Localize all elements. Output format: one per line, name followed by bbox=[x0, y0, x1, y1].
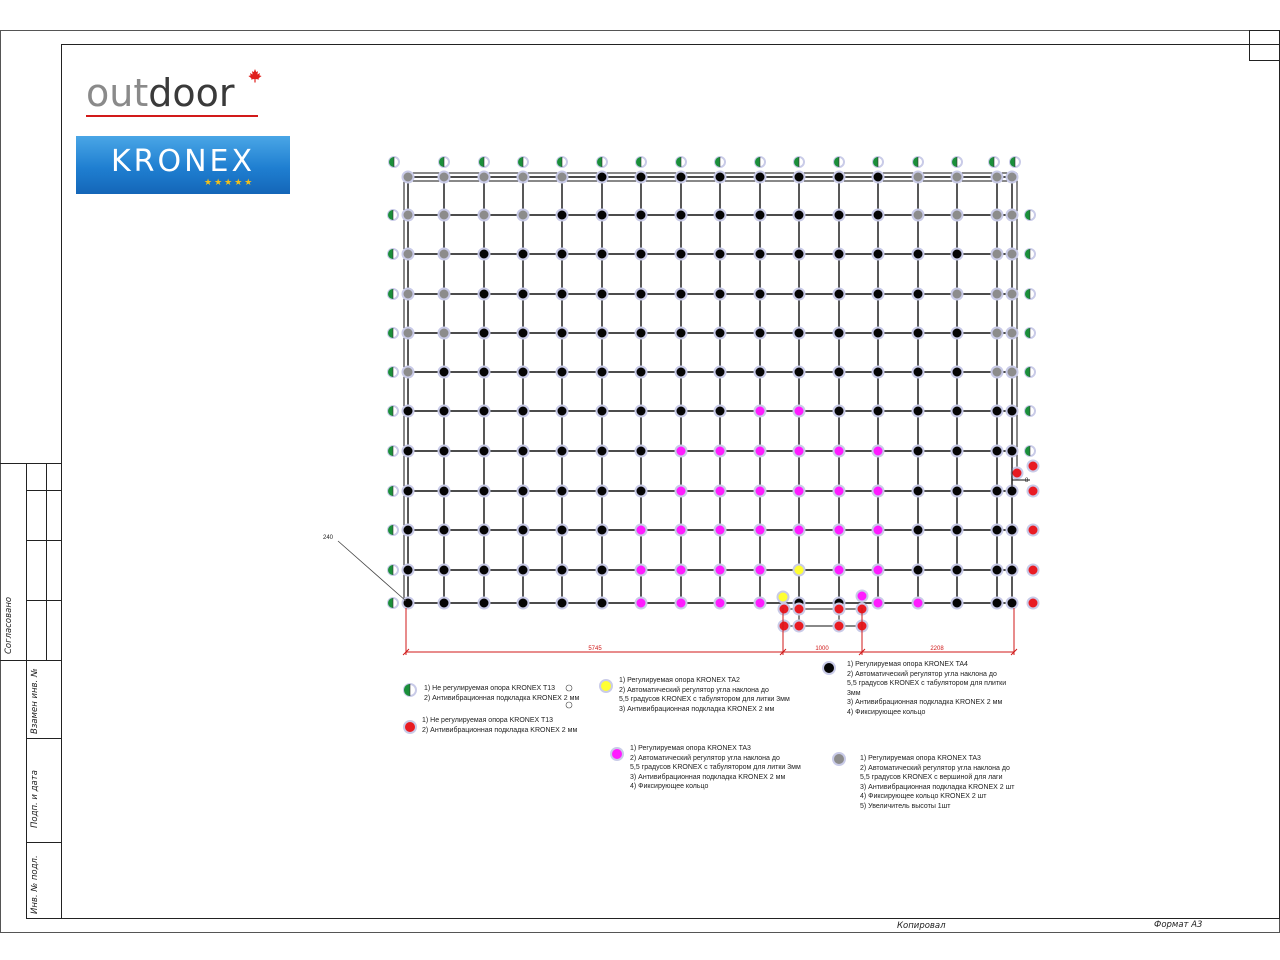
label-format: Формат А3 bbox=[1154, 920, 1203, 930]
support-ta3 bbox=[794, 486, 805, 497]
support-ta3 bbox=[715, 446, 726, 457]
legend-line: 1) Регулируемая опора KRONEX TA3 bbox=[630, 745, 751, 752]
support-ta4 bbox=[557, 598, 568, 609]
support-ta4 bbox=[439, 525, 450, 536]
support-ta4 bbox=[755, 249, 766, 260]
corner-mark-label: 8 bbox=[1025, 478, 1029, 484]
support-ta4 bbox=[834, 328, 845, 339]
legend-line: 5,5 градусов KRONEX с вершиной для лаги bbox=[860, 774, 1003, 782]
support-t13-red bbox=[779, 604, 790, 615]
legend-line: 2) Автоматический регулятор угла наклона до bbox=[619, 686, 769, 694]
support-ta4 bbox=[557, 289, 568, 300]
support-ta3-gray bbox=[479, 210, 490, 221]
support-ta3-gray bbox=[992, 289, 1003, 300]
support-ta4 bbox=[557, 367, 568, 378]
support-ta3 bbox=[834, 525, 845, 536]
support-ta3 bbox=[873, 565, 884, 576]
support-ta4 bbox=[676, 289, 687, 300]
support-t13-red bbox=[1028, 461, 1039, 472]
support-ta3 bbox=[715, 598, 726, 609]
maple-leaf-icon bbox=[247, 68, 263, 84]
support-ta4 bbox=[873, 406, 884, 417]
kronex-logo-stars: ★★★★★ bbox=[204, 177, 255, 187]
support-ta4 bbox=[597, 367, 608, 378]
legend-item-ta4-black bbox=[847, 660, 1006, 718]
support-ta3 bbox=[873, 598, 884, 609]
legend-line: 2) Автоматический регулятор угла наклона до bbox=[630, 754, 780, 762]
support-ta3-gray bbox=[1007, 210, 1018, 221]
support-ta3-gray bbox=[1007, 367, 1018, 378]
support-ta4 bbox=[557, 525, 568, 536]
callout-label: 240 bbox=[323, 535, 334, 541]
support-ta4 bbox=[479, 249, 490, 260]
support-ta4 bbox=[834, 172, 845, 183]
support-ta4 bbox=[952, 525, 963, 536]
support-ta3-gray bbox=[1007, 172, 1018, 183]
support-ta3-gray bbox=[403, 367, 414, 378]
support-ta3 bbox=[857, 591, 868, 602]
legend-line: 5) Увеличитель высоты 1шт bbox=[860, 802, 951, 810]
support-ta4 bbox=[913, 486, 924, 497]
support-ta3 bbox=[755, 446, 766, 457]
support-t13-red bbox=[1028, 598, 1039, 609]
label-vzamen-inv: Взамен инв. № bbox=[30, 668, 40, 734]
dimension-label: 2208 bbox=[930, 646, 944, 652]
support-ta3 bbox=[755, 486, 766, 497]
support-ta3-gray bbox=[439, 328, 450, 339]
support-ta4 bbox=[715, 172, 726, 183]
support-ta4 bbox=[873, 249, 884, 260]
support-t13-red bbox=[779, 621, 790, 632]
support-ta4 bbox=[952, 446, 963, 457]
support-ta4 bbox=[715, 210, 726, 221]
support-ta3 bbox=[676, 598, 687, 609]
support-ta4 bbox=[794, 289, 805, 300]
support-ta3-gray bbox=[913, 172, 924, 183]
support-ta4 bbox=[403, 565, 414, 576]
support-ta4 bbox=[676, 367, 687, 378]
support-ta4 bbox=[479, 486, 490, 497]
support-ta4 bbox=[715, 328, 726, 339]
support-ta4 bbox=[597, 289, 608, 300]
support-ta2 bbox=[778, 592, 789, 603]
dimension-label: 1000 bbox=[815, 646, 829, 652]
support-ta4 bbox=[1007, 406, 1018, 417]
support-ta4 bbox=[557, 486, 568, 497]
support-ta4 bbox=[518, 565, 529, 576]
support-ta3-gray bbox=[992, 367, 1003, 378]
support-ta3-gray bbox=[403, 289, 414, 300]
support-ta4 bbox=[636, 249, 647, 260]
support-ta4 bbox=[636, 289, 647, 300]
support-t13-red bbox=[794, 604, 805, 615]
support-ta4 bbox=[518, 525, 529, 536]
label-podp-data: Подп. и дата bbox=[30, 770, 40, 828]
kronex-logo bbox=[76, 136, 290, 194]
support-ta4 bbox=[794, 210, 805, 221]
legend-line: 4) Фиксирующее кольцо bbox=[630, 783, 709, 791]
support-ta4 bbox=[992, 565, 1003, 576]
support-ta4 bbox=[636, 172, 647, 183]
support-ta3 bbox=[834, 446, 845, 457]
support-ta4 bbox=[913, 367, 924, 378]
support-ta4 bbox=[755, 289, 766, 300]
legend-line: 5,5 градусов KRONEX с табулятором для литки 3мм bbox=[630, 764, 801, 772]
support-ta4 bbox=[676, 172, 687, 183]
support-ta4 bbox=[952, 328, 963, 339]
support-ta4 bbox=[479, 289, 490, 300]
legend-item-t13-halfmoon bbox=[424, 684, 579, 703]
support-ta4 bbox=[597, 406, 608, 417]
legend-line: 1) Регулируемая опора KRONEX TA4 bbox=[847, 661, 968, 668]
support-layout-plan bbox=[323, 157, 1039, 655]
support-ta4 bbox=[794, 172, 805, 183]
support-ta3 bbox=[834, 565, 845, 576]
support-ta4 bbox=[992, 446, 1003, 457]
support-ta3 bbox=[676, 525, 687, 536]
support-ta4 bbox=[557, 446, 568, 457]
support-ta4 bbox=[597, 486, 608, 497]
legend-line: 4) Фиксирующее кольцо KRONEX 2 шт bbox=[860, 793, 987, 801]
support-ta3 bbox=[755, 565, 766, 576]
support-ta4 bbox=[676, 210, 687, 221]
support-ta4 bbox=[755, 172, 766, 183]
support-ta3-gray bbox=[439, 210, 450, 221]
support-ta3-gray bbox=[403, 328, 414, 339]
support-ta3 bbox=[873, 525, 884, 536]
legend-line: 3мм bbox=[847, 689, 861, 697]
support-ta3 bbox=[636, 565, 647, 576]
support-ta4 bbox=[403, 446, 414, 457]
legend-line: 3) Антивибрационная подкладка KRONEX 2 мм bbox=[847, 699, 1003, 707]
legend-line: 2) Антивибрационная подкладка KRONEX 2 мм bbox=[424, 694, 580, 702]
support-ta3 bbox=[676, 565, 687, 576]
legend-item-ta2-yellow bbox=[619, 676, 790, 714]
support-ta3 bbox=[794, 525, 805, 536]
support-ta4 bbox=[715, 367, 726, 378]
label-kopiroval: Копировал bbox=[897, 921, 946, 931]
support-ta3 bbox=[834, 486, 845, 497]
support-ta3 bbox=[794, 446, 805, 457]
support-ta4 bbox=[913, 289, 924, 300]
support-ta4 bbox=[676, 406, 687, 417]
support-ta4 bbox=[913, 525, 924, 536]
legend-line: 1) Регулируемая опора KRONEX TA2 bbox=[619, 677, 740, 684]
support-t13-red bbox=[1028, 565, 1039, 576]
support-ta4 bbox=[518, 289, 529, 300]
support-ta4 bbox=[403, 525, 414, 536]
support-ta4 bbox=[597, 172, 608, 183]
support-ta4 bbox=[834, 289, 845, 300]
support-ta4 bbox=[439, 406, 450, 417]
support-ta3 bbox=[755, 598, 766, 609]
support-ta4 bbox=[518, 598, 529, 609]
support-ta4 bbox=[794, 249, 805, 260]
support-ta4 bbox=[479, 406, 490, 417]
support-ta4 bbox=[715, 289, 726, 300]
support-ta4 bbox=[834, 367, 845, 378]
corner-box bbox=[1250, 31, 1280, 61]
legend-line: 2) Автоматический регулятор угла наклона до bbox=[847, 670, 997, 678]
support-ta4 bbox=[636, 328, 647, 339]
support-ta4 bbox=[755, 367, 766, 378]
support-ta3 bbox=[636, 525, 647, 536]
support-ta4 bbox=[439, 446, 450, 457]
legend-line: 5,5 градусов KRONEX с табулятором для литки 3мм bbox=[619, 696, 790, 704]
support-ta4 bbox=[834, 249, 845, 260]
support-ta4 bbox=[834, 406, 845, 417]
support-ta3 bbox=[715, 565, 726, 576]
support-ta3 bbox=[676, 486, 687, 497]
legend-item-t13-red bbox=[422, 716, 577, 735]
legend-line: 3) Антивибрационная подкладка KRONEX 2 мм bbox=[619, 705, 775, 713]
support-ta3-gray bbox=[992, 328, 1003, 339]
label-soglasovano: Согласовано bbox=[4, 596, 14, 654]
support-ta4 bbox=[1007, 565, 1018, 576]
support-ta4 bbox=[992, 525, 1003, 536]
support-ta4 bbox=[636, 406, 647, 417]
support-t13-red bbox=[834, 621, 845, 632]
support-ta3 bbox=[715, 525, 726, 536]
support-ta4 bbox=[479, 598, 490, 609]
support-ta3-gray bbox=[913, 210, 924, 221]
support-ta4 bbox=[479, 525, 490, 536]
support-ta4 bbox=[913, 249, 924, 260]
support-ta4 bbox=[636, 367, 647, 378]
legend-line: 1) Регулируемая опора KRONEX TA3 bbox=[860, 755, 981, 762]
support-ta4 bbox=[992, 406, 1003, 417]
support-ta3-gray bbox=[439, 249, 450, 260]
support-ta4 bbox=[597, 525, 608, 536]
legend-line: 2) Автоматический регулятор угла наклона до bbox=[860, 764, 1010, 772]
support-ta2 bbox=[794, 565, 805, 576]
support-ta4 bbox=[873, 289, 884, 300]
support-ta3-gray bbox=[518, 172, 529, 183]
support-ta4 bbox=[439, 486, 450, 497]
support-ta4 bbox=[676, 328, 687, 339]
support-ta4 bbox=[636, 446, 647, 457]
support-t13-red bbox=[834, 604, 845, 615]
label-inv-podl: Инв. № подл. bbox=[30, 855, 40, 914]
support-ta4 bbox=[597, 249, 608, 260]
support-ta4 bbox=[597, 328, 608, 339]
legend-line: 1) Не регулируемая опора KRONEX T13 bbox=[424, 685, 556, 692]
support-ta4 bbox=[597, 446, 608, 457]
support-ta3 bbox=[913, 598, 924, 609]
support-ta4 bbox=[479, 367, 490, 378]
legend-line: 3) Антивибрационная подкладка KRONEX 2 мм bbox=[630, 773, 786, 781]
legend-line: 2) Антивибрационная подкладка KRONEX 2 мм bbox=[422, 726, 578, 734]
support-ta4 bbox=[1007, 446, 1018, 457]
outdoor-logo-underline bbox=[86, 115, 258, 117]
support-ta4 bbox=[518, 249, 529, 260]
legend-line: 1) Не регулируемая опора KRONEX T13 bbox=[422, 717, 554, 724]
support-ta4 bbox=[952, 367, 963, 378]
support-ta3-gray bbox=[1007, 289, 1018, 300]
support-ta3-gray bbox=[992, 249, 1003, 260]
support-ta4 bbox=[952, 486, 963, 497]
support-ta4 bbox=[479, 565, 490, 576]
support-ta4 bbox=[1007, 598, 1018, 609]
support-ta4 bbox=[597, 598, 608, 609]
support-ta3-gray bbox=[403, 172, 414, 183]
support-t13-red bbox=[794, 621, 805, 632]
support-ta3 bbox=[715, 486, 726, 497]
support-ta4 bbox=[794, 328, 805, 339]
support-ta4 bbox=[873, 210, 884, 221]
support-ta4 bbox=[518, 328, 529, 339]
support-ta4 bbox=[873, 328, 884, 339]
support-ta4 bbox=[952, 565, 963, 576]
support-ta4 bbox=[557, 210, 568, 221]
support-ta4 bbox=[439, 565, 450, 576]
support-ta3 bbox=[755, 406, 766, 417]
kronex-logo-text: KRONEX bbox=[110, 144, 256, 179]
support-ta3 bbox=[873, 446, 884, 457]
support-ta3-gray bbox=[479, 172, 490, 183]
support-ta3-gray bbox=[557, 172, 568, 183]
support-ta4 bbox=[518, 486, 529, 497]
support-t13-red bbox=[1012, 468, 1023, 479]
legend-item-ta3-magenta bbox=[630, 744, 801, 792]
support-ta4 bbox=[636, 486, 647, 497]
support-ta4 bbox=[1007, 525, 1018, 536]
support-ta4 bbox=[403, 486, 414, 497]
support-ta3-gray bbox=[439, 289, 450, 300]
support-ta3-gray bbox=[439, 172, 450, 183]
support-t13-red bbox=[1028, 525, 1039, 536]
legend-line: 5,5 градусов KRONEX с табулятором для плитки bbox=[847, 680, 1007, 688]
support-ta4 bbox=[597, 565, 608, 576]
support-ta4 bbox=[676, 249, 687, 260]
support-ta4 bbox=[755, 210, 766, 221]
support-ta4 bbox=[952, 249, 963, 260]
support-ta4 bbox=[557, 249, 568, 260]
support-ta4 bbox=[794, 367, 805, 378]
support-ta4 bbox=[913, 565, 924, 576]
support-ta3 bbox=[755, 525, 766, 536]
support-ta3-gray bbox=[1007, 328, 1018, 339]
support-ta4 bbox=[557, 406, 568, 417]
support-ta3-gray bbox=[952, 172, 963, 183]
support-ta3 bbox=[636, 598, 647, 609]
outdoor-logo bbox=[86, 71, 235, 115]
support-ta4 bbox=[518, 406, 529, 417]
support-ta3-gray bbox=[1007, 249, 1018, 260]
support-ta3-gray bbox=[952, 289, 963, 300]
support-ta4 bbox=[913, 328, 924, 339]
support-ta3-gray bbox=[992, 210, 1003, 221]
support-ta4 bbox=[403, 406, 414, 417]
support-ta4 bbox=[992, 598, 1003, 609]
support-ta4 bbox=[715, 406, 726, 417]
support-ta4 bbox=[439, 598, 450, 609]
support-ta4 bbox=[636, 210, 647, 221]
support-ta4 bbox=[834, 210, 845, 221]
support-ta3 bbox=[794, 406, 805, 417]
outdoor-logo-part2: door bbox=[148, 71, 235, 115]
support-ta4 bbox=[479, 446, 490, 457]
legend-item-ta3-gray bbox=[860, 754, 1014, 812]
support-t13-red bbox=[1028, 486, 1039, 497]
outdoor-logo-part1: out bbox=[86, 71, 149, 115]
support-ta4 bbox=[873, 367, 884, 378]
support-ta4 bbox=[952, 406, 963, 417]
legend-line: 4) Фиксирующее кольцо bbox=[847, 708, 926, 716]
support-ta3 bbox=[873, 486, 884, 497]
legend-line: 3) Антивибрационная подкладка KRONEX 2 шт bbox=[860, 783, 1015, 791]
support-ta3-gray bbox=[952, 210, 963, 221]
support-ta4 bbox=[755, 328, 766, 339]
support-ta4 bbox=[597, 210, 608, 221]
support-ta4 bbox=[715, 249, 726, 260]
support-ta3-gray bbox=[518, 210, 529, 221]
support-ta3-gray bbox=[403, 249, 414, 260]
support-ta4 bbox=[557, 565, 568, 576]
support-ta4 bbox=[873, 172, 884, 183]
dimension-label: 5745 bbox=[588, 646, 602, 652]
support-ta4 bbox=[479, 328, 490, 339]
support-ta4 bbox=[518, 367, 529, 378]
support-ta4 bbox=[439, 367, 450, 378]
support-ta4 bbox=[952, 598, 963, 609]
support-ta3-gray bbox=[992, 172, 1003, 183]
support-ta4 bbox=[913, 446, 924, 457]
support-ta4 bbox=[557, 328, 568, 339]
support-ta4 bbox=[518, 446, 529, 457]
support-ta3-gray bbox=[403, 210, 414, 221]
support-ta3 bbox=[676, 446, 687, 457]
support-ta4 bbox=[992, 486, 1003, 497]
support-ta4 bbox=[913, 406, 924, 417]
